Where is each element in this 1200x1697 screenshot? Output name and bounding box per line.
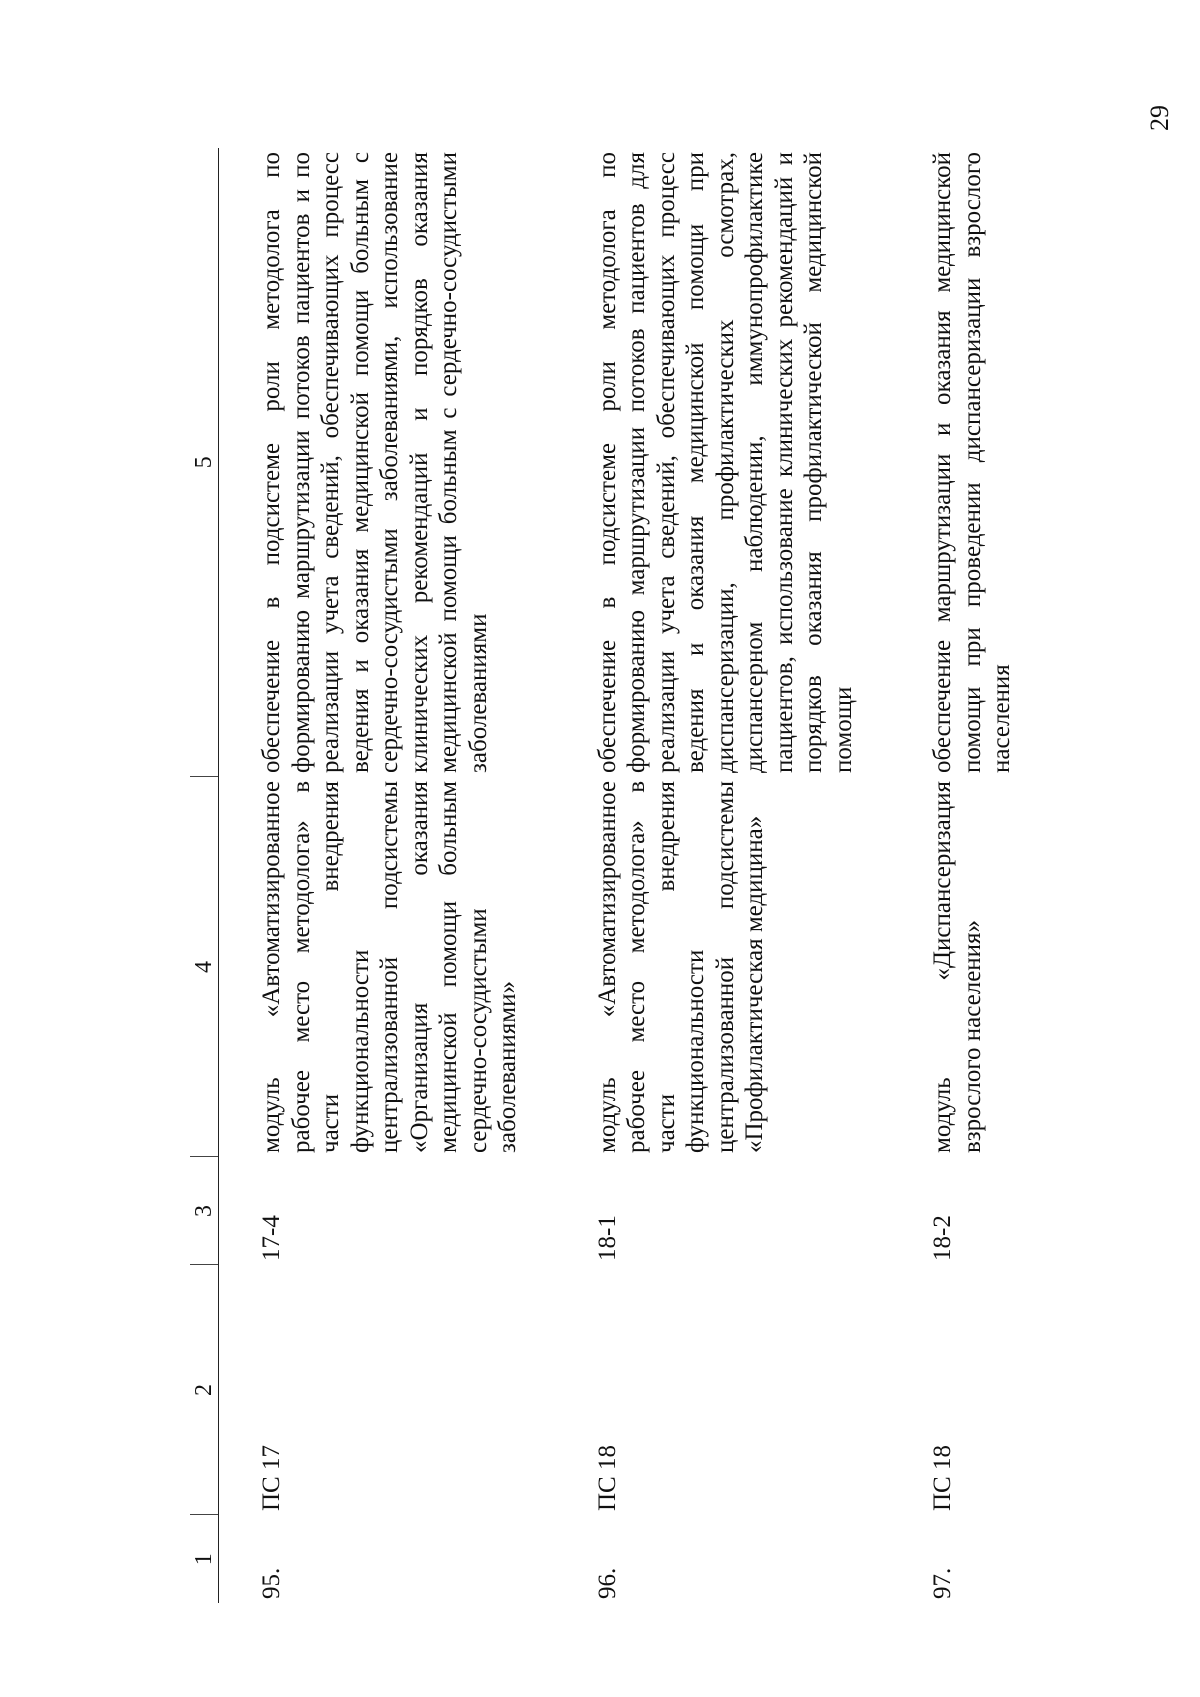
- row-purpose: обеспечение в подсистеме роли методолога по формированию маршрутизации потоков пациентов для реализации учета сведений, обеспечивающих процесс ведения и оказания медицинской помощи при диспансеризации, профилактических осмотрах, диспансерном наблюдении, иммунопрофилактике пациентов, использование клинических рекомендаций и порядков оказания профилактической медицинской помощи: [593, 152, 857, 773]
- row-code: 18-2: [929, 1215, 956, 1261]
- row-module: модуль «Автоматизированное рабочее место методолога» в части внедрения функциональности централизованной подсистемы «Профилактическая медицина»: [593, 781, 768, 1153]
- row-purpose: обеспечение в подсистеме роли методолога по формированию маршрутизации потоков пациентов и по реализации учета сведений, обеспечивающих процесс ведения и оказания медицинской помощи больным с сердечно-сосудистыми заболеваниями, использование клинических рекомендаций и порядков оказания медицинской помощи больным с сердечно-сосудистыми заболеваниями: [258, 152, 492, 773]
- table-row: [555, 148, 891, 1603]
- row-subsystem: ПС 17: [258, 1445, 285, 1511]
- row-code: 18-1: [593, 1215, 621, 1261]
- registry-table: [190, 148, 1049, 1603]
- table-row: [219, 148, 555, 1603]
- page-number: 29: [1145, 105, 1174, 131]
- row-purpose: обеспечение маршрутизации и оказания медицинской помощи при проведении диспансеризации взрослого населения: [929, 152, 1015, 773]
- table-row: [890, 148, 1049, 1603]
- header-col-1: 1: [190, 1515, 219, 1603]
- header-col-3: 3: [190, 1157, 219, 1265]
- row-subsystem: ПС 18: [929, 1445, 956, 1511]
- row-number: 95.: [258, 1567, 285, 1599]
- row-code: 17-4: [258, 1215, 285, 1261]
- rotated-content: [190, 148, 1200, 1603]
- header-col-2: 2: [190, 1265, 219, 1515]
- table-header-row: [190, 148, 219, 1603]
- row-subsystem: ПС 18: [593, 1445, 621, 1511]
- row-number: 97.: [929, 1567, 956, 1599]
- header-col-4: 4: [190, 777, 219, 1157]
- row-module: модуль «Диспансеризация взрослого населения»: [929, 781, 986, 1153]
- row-number: 96.: [593, 1567, 621, 1599]
- header-col-5: 5: [190, 148, 219, 777]
- row-module: модуль «Автоматизированное рабочее место методолога» в части внедрения функциональности централизованной подсистемы «Организация оказания медицинской помощи больным сердечно-сосудистыми заболеваниями»: [258, 781, 521, 1153]
